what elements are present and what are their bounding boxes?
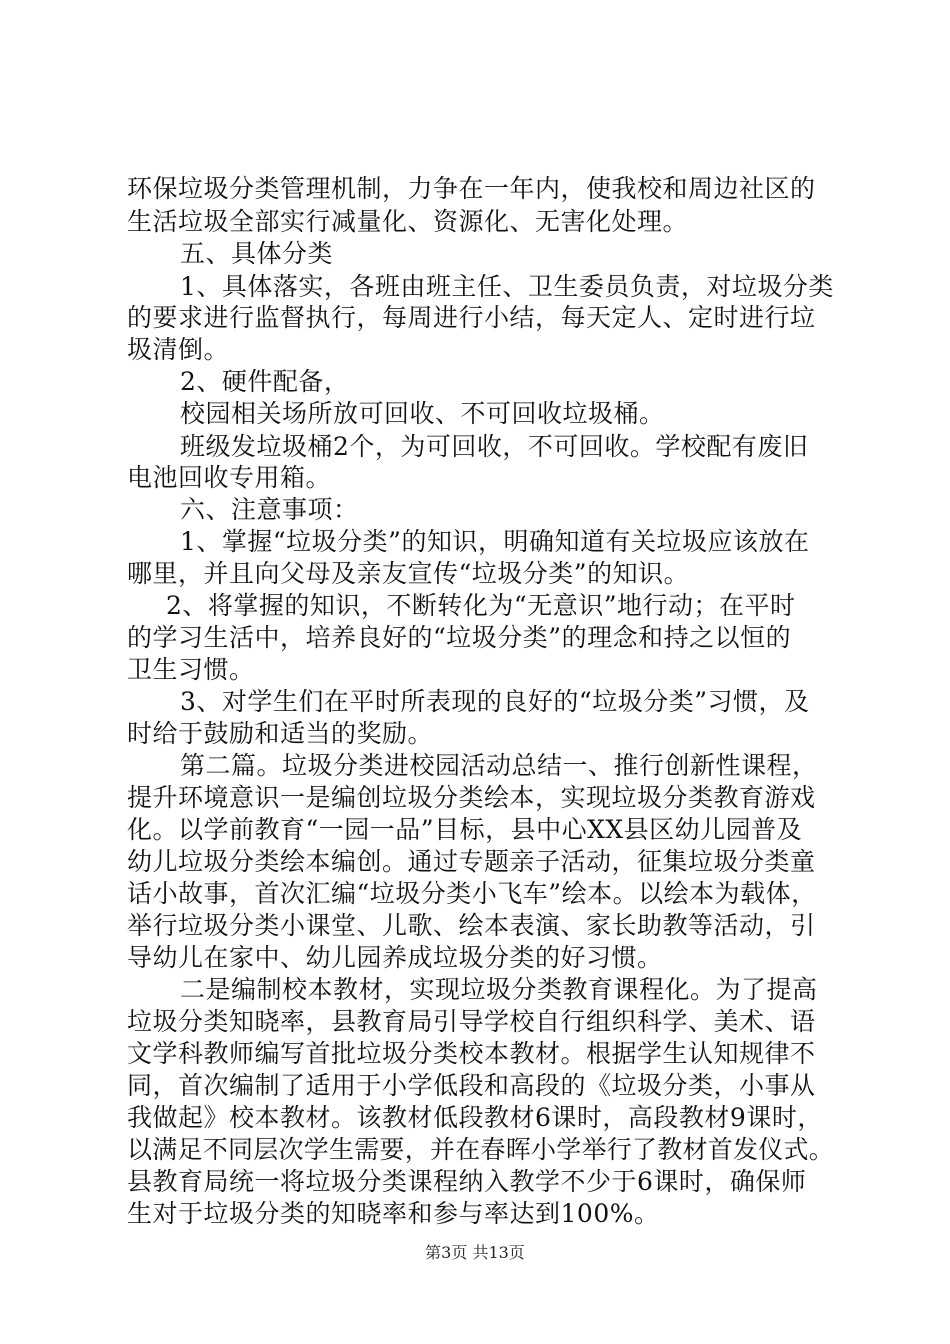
body-line-31: 以满足不同层次学生需要，并在春晖小学举行了教材首发仪式。 bbox=[127, 1135, 835, 1164]
body-line-9: 班级发垃圾桶2个，为可回收，不可回收。学校配有废旧 bbox=[180, 432, 809, 461]
body-line-26: 二是编制校本教材，实现垃圾分类教育课程化。为了提高 bbox=[180, 975, 818, 1004]
body-line-4: 1、具体落实，各班由班主任、卫生委员负责，对垃圾分类 bbox=[180, 272, 834, 301]
body-line-16: 卫生习惯。 bbox=[127, 655, 255, 684]
body-line-1: 环保垃圾分类管理机制，力争在一年内，使我校和周边社区的 bbox=[127, 174, 816, 203]
body-line-5: 的要求进行监督执行，每周进行小结，每天定人、定时进行垃 bbox=[127, 303, 816, 332]
body-line-17: 3、对学生们在平时所表现的良好的“垃圾分类”习惯，及 bbox=[180, 687, 810, 716]
body-line-24: 举行垃圾分类小课堂、儿歌、绘本表演、家长助教等活动，引 bbox=[127, 911, 816, 940]
body-line-15: 的学习生活中，培养良好的“垃圾分类”的理念和持之以恒的 bbox=[127, 623, 792, 652]
body-line-28: 文学科教师编写首批垃圾分类校本教材。根据学生认知规律不 bbox=[127, 1039, 816, 1068]
body-line-19: 第二篇。垃圾分类进校园活动总结一、推行创新性课程， bbox=[180, 751, 818, 780]
body-line-14: 2、将掌握的知识，不断转化为“无意识”地行动；在平时 bbox=[166, 591, 796, 620]
section-heading-6: 六、注意事项： bbox=[180, 495, 359, 524]
section-heading-5: 五、具体分类 bbox=[180, 239, 334, 268]
body-line-21: 化。以学前教育“一园一品”目标，县中心XX县区幼儿园普及 bbox=[127, 815, 803, 844]
body-line-32: 县教育局统一将垃圾分类课程纳入教学不少于6课时，确保师 bbox=[127, 1167, 807, 1196]
body-line-30: 我做起》校本教材。该教材低段教材6课时，高段教材9课时， bbox=[127, 1103, 823, 1132]
body-line-2: 生活垃圾全部实行减量化、资源化、无害化处理。 bbox=[127, 207, 689, 236]
body-line-33: 生对于垃圾分类的知晓率和参与率达到100%。 bbox=[127, 1199, 660, 1228]
body-line-27: 垃圾分类知晓率，县教育局引导学校自行组织科学、美术、语 bbox=[127, 1007, 816, 1036]
body-line-20: 提升环境意识一是编创垃圾分类绘本，实现垃圾分类教育游戏 bbox=[127, 783, 816, 812]
body-line-22: 幼儿垃圾分类绘本编创。通过专题亲子活动，征集垃圾分类童 bbox=[127, 847, 816, 876]
body-line-23: 话小故事，首次汇编“垃圾分类小飞车”绘本。以绘本为载体， bbox=[127, 879, 817, 908]
body-line-18: 时给于鼓励和适当的奖励。 bbox=[127, 719, 434, 748]
body-line-29: 同，首次编制了适用于小学低段和高段的《垃圾分类，小事从 bbox=[127, 1071, 816, 1100]
body-line-7: 2、硬件配备， bbox=[180, 367, 350, 396]
body-line-10: 电池回收专用箱。 bbox=[127, 463, 332, 492]
body-line-8: 校园相关场所放可回收、不可回收垃圾桶。 bbox=[180, 399, 665, 428]
body-line-25: 导幼儿在家中、幼儿园养成垃圾分类的好习惯。 bbox=[127, 943, 663, 972]
body-line-6: 圾清倒。 bbox=[127, 335, 230, 364]
body-line-12: 1、掌握“垃圾分类”的知识，明确知道有关垃圾应该放在 bbox=[180, 527, 810, 556]
page-footer: 第3页 共13页 bbox=[425, 1243, 525, 1262]
body-line-13: 哪里，并且向父母及亲友宣传“垃圾分类”的知识。 bbox=[127, 559, 690, 588]
